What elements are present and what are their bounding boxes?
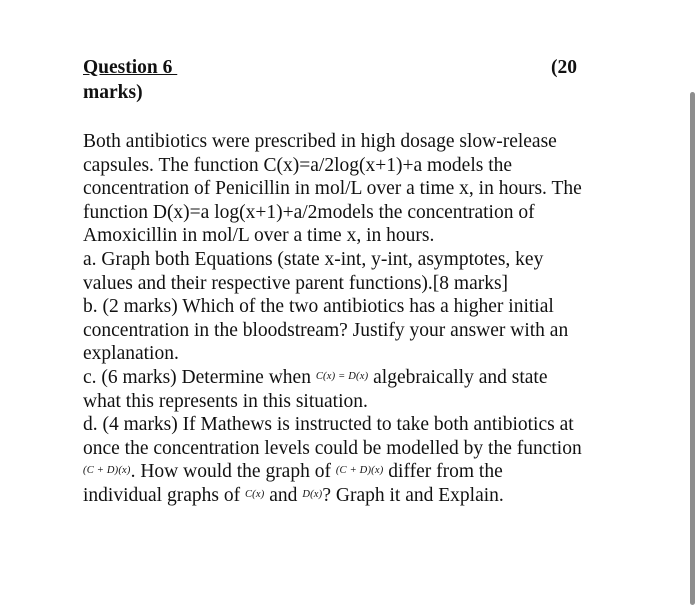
part-a-line: values and their respective parent functions).[8 marks] [83,272,509,294]
part-a-line: a. Graph both Equations (state x-int, y-int, asymptotes, key [83,248,544,270]
part-c-text: algebraically and state [368,366,548,388]
part-d-line: d. (4 marks) If Mathews is instructed to take both antibiotics at [83,414,574,436]
part-d-line: once the concentration levels could be modelled by the function [83,437,582,459]
question-body [83,130,643,508]
part-d-text: differ from the [383,461,503,483]
part-b-line: explanation. [83,343,179,365]
body-line: capsules. The function C(x)=a/2log(x+1)+a models the [83,154,513,176]
body-line: Both antibiotics were prescribed in high dosage slow-release [83,131,557,152]
body-line: Amoxicillin in mol/L over a time x, in hours. [83,225,435,247]
question-marks-open: (20 [551,57,577,78]
part-d-text: and [264,484,303,506]
part-b-line: concentration in the bloodstream? Justify your answer with an [83,319,569,341]
part-d-text: ? Graph it and Explain. [322,484,504,506]
part-d-text: . How would the graph of [130,461,336,483]
part-c-line: what this represents in this situation. [83,390,368,412]
equation-c-equals-d: C(x) = D(x) [315,370,369,382]
body-line: concentration of Penicillin in mol/L over a time x, in hours. The [83,178,582,200]
part-d-text: individual graphs of [83,484,245,506]
vertical-scrollbar[interactable] [690,92,695,605]
body-line: function D(x)=a log(x+1)+a/2models the concentration of [83,201,535,223]
equation-d-of-x: D(x) [302,488,323,500]
equation-c-plus-d: (C + D)(x) [335,465,384,477]
part-d-line [83,484,643,508]
equation-c-of-x: C(x) [244,488,265,500]
part-c-line [83,366,643,390]
question-marks-close: marks) [83,82,143,103]
question-title: Question 6 [83,57,178,78]
equation-c-plus-d: (C + D)(x) [83,465,131,477]
part-c-text: c. (6 marks) Determine when [83,366,316,388]
part-d-line [83,460,643,484]
part-b-line: b. (2 marks) Which of the two antibiotics has a higher initial [83,296,554,318]
